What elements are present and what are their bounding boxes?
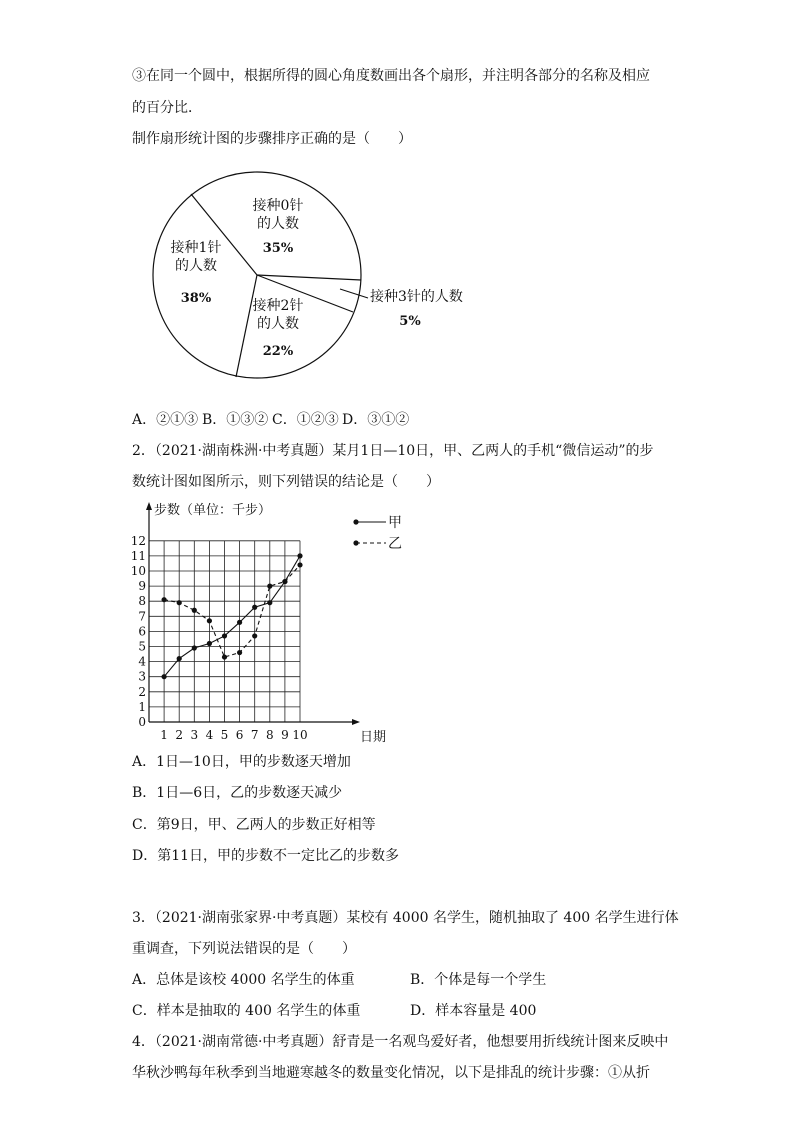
q1-option-d[interactable]: D．③①② <box>342 412 410 428</box>
x-axis-label: 日期 <box>360 730 387 745</box>
y-tick-label: 5 <box>138 639 146 654</box>
q3-option-a[interactable]: A．总体是该校 4000 名学生的体重 <box>132 972 355 988</box>
x-tick-label: 5 <box>220 728 229 742</box>
series-yi-point <box>192 608 197 613</box>
y-tick-label: 9 <box>138 579 146 594</box>
question-2-line-1: 2．（2021·湖南株洲·中考真题）某月1日—10日，甲、乙两人的手机“微信运动”的步 <box>132 443 654 459</box>
series-yi-point <box>207 618 212 623</box>
step-line-chart <box>128 496 408 750</box>
q3-option-b[interactable]: B．个体是每一个学生 <box>410 972 547 988</box>
x-tick-label: 10 <box>292 728 308 742</box>
question-3-line-2: 重调查，下列说法错误的是（ ） <box>132 941 356 957</box>
x-tick-label: 7 <box>250 728 259 742</box>
y-tick-label: 1 <box>138 699 146 714</box>
x-tick-label: 4 <box>205 728 214 742</box>
slice-label-1: 接种3针的人数 <box>370 289 463 305</box>
y-tick-label: 6 <box>138 624 146 639</box>
series-jia-point <box>162 674 167 679</box>
intro-line-2: 的百分比． <box>132 100 202 116</box>
legend-label: 乙 <box>388 536 402 552</box>
q2-option-a[interactable]: A．1日—10日，甲的步数逐天增加 <box>132 754 351 770</box>
q2-option-d[interactable]: D．第11日，甲的步数不一定比乙的步数多 <box>132 848 400 864</box>
y-tick-label: 7 <box>138 609 146 624</box>
question-4-line-1: 4．（2021·湖南常德·中考真题）舒青是一名观鸟爱好者，他想要用折线统计图来反映中 <box>132 1034 669 1050</box>
series-yi-point <box>267 584 272 589</box>
x-tick-label: 1 <box>160 728 168 742</box>
series-jia-point <box>252 605 257 610</box>
chart-ticks <box>131 534 308 742</box>
question-2-line-2: 数统计图如图所示，则下列错误的结论是（ ） <box>132 474 440 490</box>
legend-label: 甲 <box>388 515 402 531</box>
q3-option-d[interactable]: D．样本容量是 400 <box>410 1003 537 1019</box>
y-axis-label: 步数（单位：千步） <box>154 503 272 518</box>
chart-legend <box>353 515 402 552</box>
x-tick-label: 9 <box>281 728 289 742</box>
series-jia-point <box>297 553 302 558</box>
series-yi-point <box>237 650 242 655</box>
series-jia-point <box>267 600 272 605</box>
question-4-line-2: 华秋沙鸭每年秋季到当地避寒越冬的数量变化情况，以下是排乱的统计步骤：①从折 <box>132 1065 650 1081</box>
y-tick-label: 12 <box>130 533 146 548</box>
series-yi-point <box>177 600 182 605</box>
slice-percent-0: 35% <box>262 241 294 256</box>
series-yi-point <box>222 654 227 659</box>
pie-divider-1-2 <box>257 275 361 280</box>
series-jia-point <box>207 641 212 646</box>
series-yi-point <box>252 633 257 638</box>
series-jia-point <box>237 620 242 625</box>
slice-label-0-line2: 的人数 <box>257 216 299 232</box>
y-tick-label: 2 <box>138 684 146 699</box>
x-tick-label: 8 <box>265 728 274 742</box>
question-1-stem: 制作扇形统计图的步骤排序正确的是（ ） <box>132 131 412 147</box>
slice-percent-2: 22% <box>262 344 294 359</box>
series-jia-point <box>192 645 197 650</box>
pie-chart <box>140 165 500 385</box>
slice-label-2-line1: 接种2针 <box>252 298 304 314</box>
x-axis-arrow <box>352 719 360 725</box>
slice-label-3-line2: 的人数 <box>175 258 217 274</box>
slice-label-0-line1: 接种0针 <box>252 198 304 214</box>
series-yi-point <box>282 579 287 584</box>
slice-label-2-line2: 的人数 <box>257 316 299 332</box>
intro-line-1: ③在同一个圆中，根据所得的圆心角度数画出各个扇形，并注明各部分的名称及相应 <box>132 68 650 84</box>
y-tick-label: 0 <box>138 715 146 729</box>
chart-grid <box>149 541 300 722</box>
slice-percent-1: 5% <box>399 314 421 329</box>
series-jia-point <box>177 656 182 661</box>
q3-option-c[interactable]: C．样本是抽取的 400 名学生的体重 <box>132 1003 361 1019</box>
y-axis-arrow <box>146 502 152 510</box>
pie-divider-3-4 <box>236 275 257 377</box>
series-yi-point <box>297 562 302 567</box>
slice-percent-3: 38% <box>180 291 212 306</box>
x-tick-label: 2 <box>175 728 184 742</box>
q1-option-a[interactable]: A．②①③ <box>132 412 199 428</box>
pie-leader-line <box>340 289 368 298</box>
y-tick-label: 8 <box>138 594 146 609</box>
x-tick-label: 6 <box>235 728 244 742</box>
series-yi-point <box>162 597 167 602</box>
y-tick-label: 11 <box>130 548 146 563</box>
series-yi-line <box>164 565 300 657</box>
q2-option-c[interactable]: C．第9日，甲、乙两人的步数正好相等 <box>132 817 376 833</box>
q1-option-c[interactable]: C．①②③ <box>272 412 339 428</box>
slice-label-3-line1: 接种1针 <box>170 240 222 256</box>
y-tick-label: 3 <box>138 669 146 684</box>
q2-option-b[interactable]: B．1日—6日，乙的步数逐天减少 <box>132 785 343 801</box>
y-tick-label: 4 <box>138 654 146 669</box>
x-tick-label: 3 <box>190 728 199 742</box>
q1-option-b[interactable]: B．①③② <box>202 412 269 428</box>
y-tick-label: 10 <box>130 564 146 578</box>
question-3-line-1: 3．（2021·湖南张家界·中考真题）某校有 4000 名学生，随机抽取了 400 名学生进行体 <box>132 910 679 926</box>
series-jia-point <box>222 633 227 638</box>
